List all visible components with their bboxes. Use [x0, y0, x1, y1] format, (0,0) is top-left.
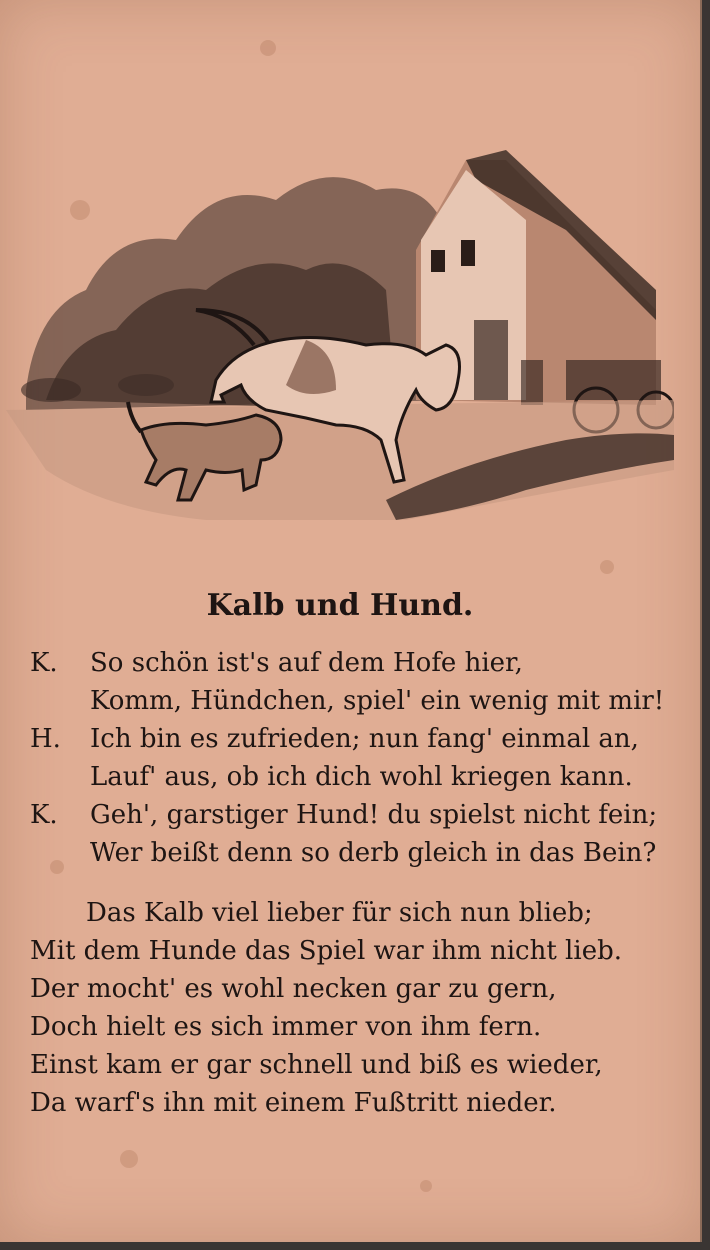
verse-text: Geh', garstiger Hund! du spielst nicht fein; — [90, 800, 658, 830]
speaker-label: H. — [30, 724, 61, 754]
verse-text: Wer beißt denn so derb gleich in das Bein? — [90, 838, 657, 868]
dialogue-line — [30, 724, 650, 762]
verse-line: Da warf's ihn mit einem Fußtritt nieder. — [30, 1088, 557, 1118]
verse-line: Der mocht' es wohl necken gar zu gern, — [30, 974, 557, 1004]
dialogue-line — [30, 762, 650, 800]
poem-title: Kalb und Hund. — [206, 588, 474, 623]
verse-line: Mit dem Hunde das Spiel war ihm nicht lieb. — [30, 936, 622, 966]
foxing-spot — [120, 1150, 138, 1168]
dialogue-line — [30, 686, 665, 724]
dialogue-line — [30, 838, 657, 876]
engraving-illustration — [6, 140, 674, 540]
verse-text: So schön ist's auf dem Hofe hier, — [90, 648, 523, 678]
verse-text: Lauf' aus, ob ich dich wohl kriegen kann. — [90, 762, 633, 792]
verse-text: Komm, Hündchen, spiel' ein wenig mit mir! — [90, 686, 665, 716]
foxing-spot — [420, 1180, 432, 1192]
dialogue-stanza — [30, 648, 665, 876]
verse-line: Das Kalb viel lieber für sich nun blieb; — [86, 898, 593, 928]
verse-text: Ich bin es zufrieden; nun fang' einmal an, — [90, 724, 639, 754]
foxing-spot — [600, 560, 614, 574]
verse-line: Doch hielt es sich immer von ihm fern. — [30, 1012, 542, 1042]
dialogue-line — [30, 648, 650, 686]
foxing-spot — [260, 40, 276, 56]
speaker-label: K. — [30, 648, 58, 678]
narrative-stanza — [30, 898, 650, 1126]
verse-line: Einst kam er gar schnell und biß es wieder, — [30, 1050, 603, 1080]
speaker-label: K. — [30, 800, 58, 830]
dialogue-line — [30, 800, 658, 838]
